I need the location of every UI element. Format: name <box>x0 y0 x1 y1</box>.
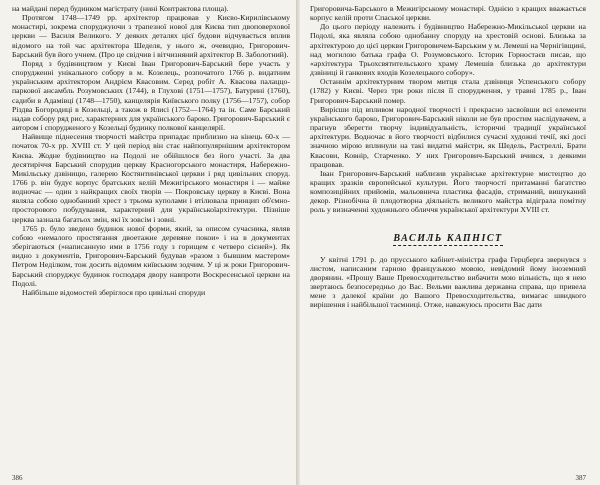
left-page-number: 386 <box>12 474 23 482</box>
left-page <box>0 0 296 485</box>
right-paragraph-6: У квітні 1791 р. до прусського кабінет-міністра графа Герцберга звернувся з листом, написаним гарною французькою мовою, невідомий йому іноземний дворянин. «Прошу Ваше Превосходительство вибачити мою вільність, що я нею звертаюсь безпосередньо до Вас. Вельми важлива державна справа, що привела мене з далекої країни до Вашого Превосходительства, вимагає швидкого вирішення і найбільшої таємниці. Отже, наважуюсь просити Вас дати <box>310 254 586 310</box>
right-paragraph-1: Григоровича-Барського в Межигірському монастирі. Однією з кращих вважається корпус келій проти Спаської церкви. <box>310 4 586 23</box>
left-paragraph-3: Поряд з будівництвом у Києві Іван Григорович-Барський бере участь у спорудженні унікального собору в м. Козелець, розпочатого 1766 р. видатним українським архітектором Андрієм Квасовим. Серед робіт А. Квасова палаццо-паркової ансамбль Розумовських (1744), в Глухові (1751—1757), Батурині (1760), садиби в Адамівці (1748—1750), канцелярія Київського полку (1756—1757), собор Різдва Богородиці в Козельці, а також в Ялисі (1752—1764) та ін. Саме Барський надав собору ряд рис, характерних для українського бароко. Григорович-Барський є автором і спорудженого у Козельці будинку полкової канцелярії. <box>12 58 290 133</box>
right-page <box>300 0 600 485</box>
left-paragraph-5: 1765 р. було зведено будинок нової форми, який, за описом сучасника, являв собою «немалого простягання двоетажне деревяне покои» і на в документах зберігаються (»написанную ими в 1756 году з горищем є четверо сієней»). Як видно з документів, Григорович-Барський будував «разом з бывшим мастером» Петром Неділком, тож досить відомим київським зодчим. У ці ж роки Григорович-Барський споруджує будинок господаря двору навпроти Воскресенської церкви на Подолі. <box>12 223 290 288</box>
left-paragraph-4: Найвище піднесення творчості майстра припадає приблизно на кінець 60-х — початок 70-х рр. XVIII ст. У цей період він стає найпопулярнішим архітектором Києва. Жодне будівництво на Подолі не обійшлося без його участі. За два десятиріччя Барський спорудив церкву Красногорського монастиря, Набережно-Микільську дзвіницю, галерею Костянтинівської церкви і ряд цивільних споруд. 1766 р. він будує корпус братських келій Межигірського монастиря і — майже водночас — один з найкращих своїх творів — Покровську церкву в Києві. Вона являла собою однобанний хрест з трьома куполами і втілювала принцип об'ємно-просторового побудування, характерний для українськоїархітектури. Пізніше церква зазнала багатьох змін, які їх зовсім і зовні. <box>12 132 290 224</box>
left-paragraph-2: Протягом 1748—1749 рр. архітектор працював у Києво-Кирилівському монастирі, зокрема споруджуючи з трапезної нової для Києва тип двоповерхової церкви — Василя Великого. У деяких деталях цієї будови відчувається вплив відомого на той час архітектора Шеделя, у нього ж, очевидно, Григорович-Барський був його учнем. (Про це свідчив і вітчизняний архітектор В. Заболотний). <box>12 13 290 59</box>
right-paragraph-5: Іван Григорович-Барський наблизив українське архітектурне мистецтво до кращих зразків європейської культури. Його творчості притаманні багатство композиційних прийомів, мальовнича пластика фасадів, стриманий, вишуканий декор. Різнобічна й плодотворна діяльність великого майстра відіграла помітну роль у визначенні художнього обличчя української архітектури XVIII ст. <box>310 168 586 215</box>
section-heading-wrap <box>310 228 586 246</box>
section-heading: ВАСИЛЬ КАПНІСТ <box>393 232 503 244</box>
right-paragraph-4: Вирісши під впливом народної творчості і прекрасно засвоївши всі елементи українського бароко, Григорович-Барський ніколи не був простим наслідувачем, а прагнув зберегти творчу індивідуальність, історичні традиції української архітектури. Водночас в його творчості відбилися сучасні художні течії, які досі значною мірою вплинули на такі видатні майстри, як Шедель, Растреллі, Брати Квасови, Ковнір, Старченко. У них Григорович-Барський вчився, з деякими працював. <box>310 104 586 169</box>
right-paragraph-3: Останнім архітектурним твором митця стала дзвіниця Успенського собору (1782) у Києві. Через три роки після її спорудження, у травні 1785 р., Іван Григорович-Барський помер. <box>310 77 586 105</box>
right-page-number: 387 <box>575 474 586 482</box>
right-paragraph-2: До цього періоду належить і будівництво Набережно-Микільської церкви на Подолі, яка являла собою однобанну споруду на хрестовій основі. Близька за архітектурою до цієї церкви Григоровичем-Барським у м. Лемеші на Чернігівщині, над могилою батька графа О. Розумовського. Історик Горностаєв писав, що «архітектура Трьохсвятительського храму Лемешів близька до архітектури дзвіниці й ганкових входів Козелецького собору». <box>310 22 586 78</box>
left-paragraph-1: на майдані перед будинком магістрату (нині Контрактова площа). <box>12 4 229 13</box>
left-paragraph-6: Найбільше відомостей зберіглося про цивільні споруди <box>22 287 206 297</box>
